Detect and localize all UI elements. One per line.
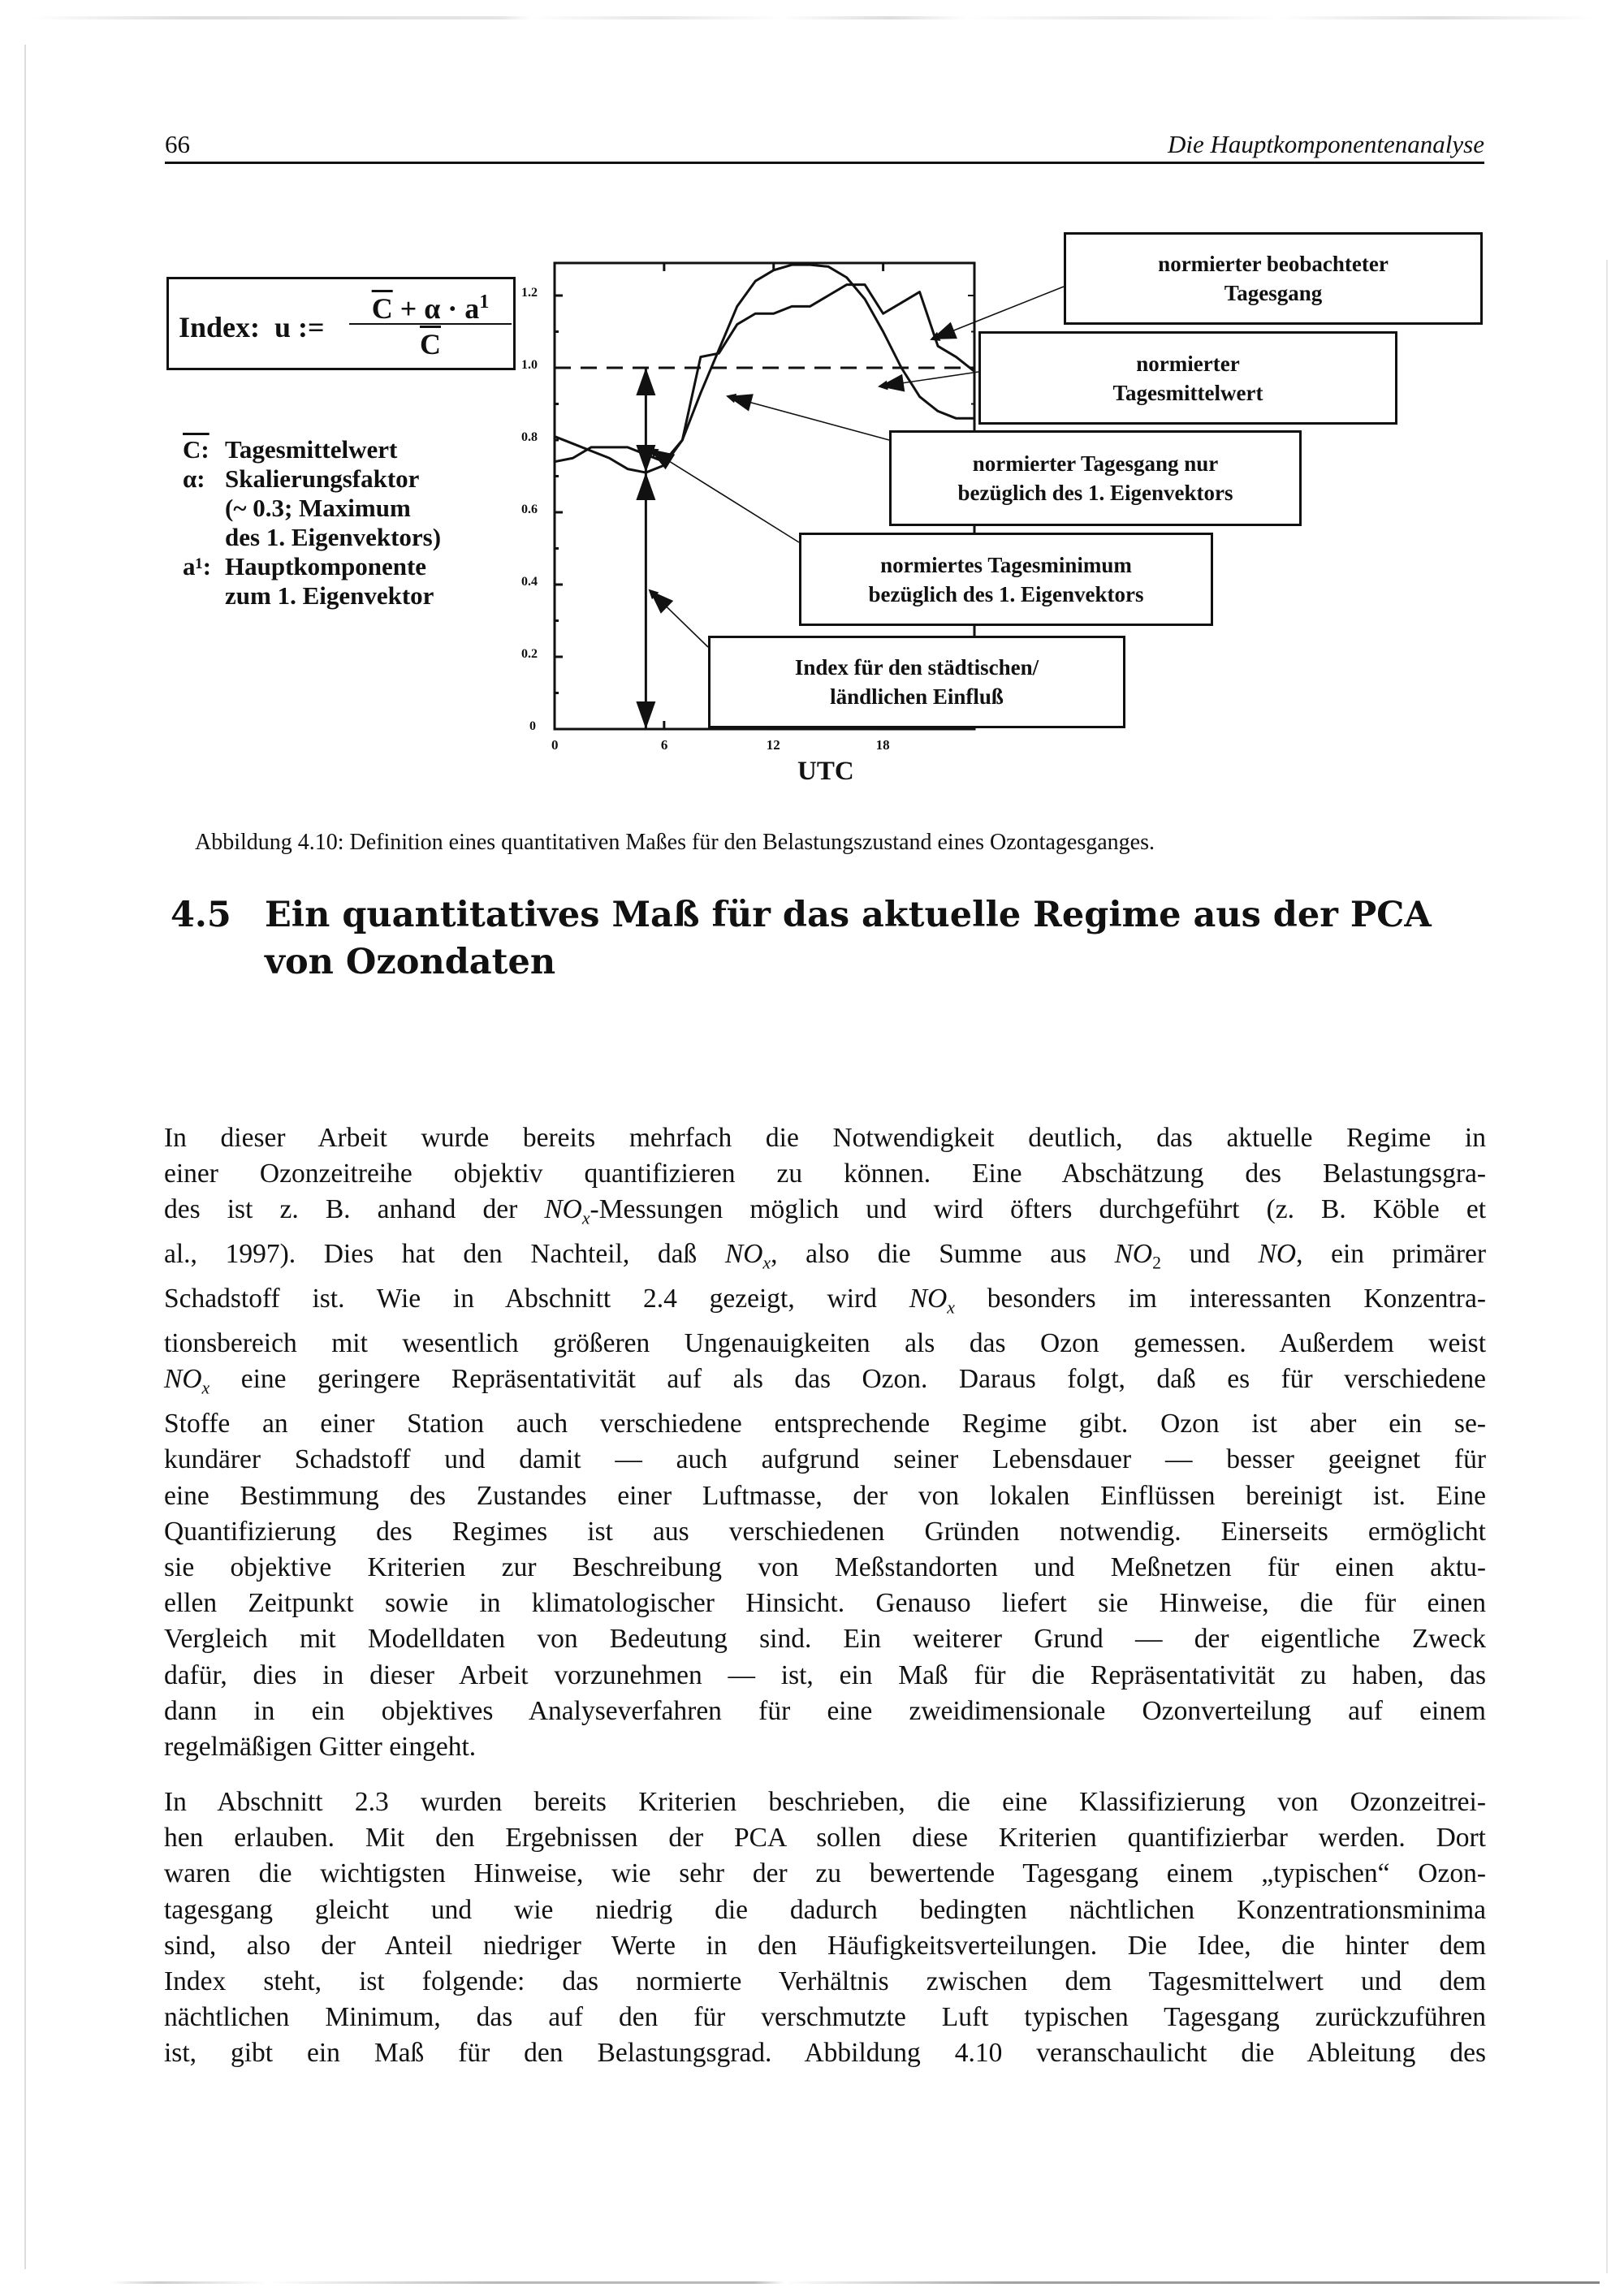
legend-text: Tagesmittelwert xyxy=(225,435,398,464)
figure-caption: Abbildung 4.10: Definition eines quantitativen Maßes für den Belastungszustand eines Ozontagesganges. xyxy=(195,830,1155,855)
callout-eigen-curve: normierter Tagesgang nur bezüglich des 1. Eigenvektors xyxy=(889,430,1302,526)
arrowhead-down-icon xyxy=(636,445,655,473)
section-number: 4.5 xyxy=(171,895,231,935)
y-tick-label: 0.4 xyxy=(521,575,538,589)
text-line: dafür, dies in dieser Arbeit vorzunehmen — ist, ein Maß für die Repräsentativität zu haben, das xyxy=(164,1659,1486,1690)
arrowhead-up-icon xyxy=(636,473,655,500)
y-tick-label: 0.6 xyxy=(521,503,538,516)
leader-eigen-curve xyxy=(728,396,889,440)
leader-arrowhead-icon xyxy=(931,322,957,339)
x-axis-label: UTC xyxy=(797,757,854,786)
x-tick-label: 12 xyxy=(766,737,780,753)
y-tick-label: 0.2 xyxy=(521,647,538,661)
text-line: eine Bestimmung des Zustandes einer Luftmasse, der von lokalen Einflüssen bereinigt ist. Eine xyxy=(164,1480,1486,1511)
text-line: nächtlichen Minimum, das auf den für verschmutzte Luft typischen Tagesgang zurückzuführen xyxy=(164,2002,1486,2033)
text-line: einer Ozonzeitreihe objektiv quantifizieren zu können. Eine Abschätzung des Belastungsgra- xyxy=(164,1159,1486,1189)
text-line: Stoffe an einer Station auch verschiedene entsprechende Regime gibt. Ozon ist aber ein se- xyxy=(164,1409,1486,1439)
arrowhead-down-icon xyxy=(636,701,655,729)
text-line: tionsbereich mit wesentlich größeren Ungenauigkeiten als das Ozon gemessen. Außerdem weist xyxy=(164,1328,1486,1359)
legend-text: (~ 0.3; Maximum xyxy=(225,494,411,522)
page-number: 66 xyxy=(165,130,190,158)
text-line: tagesgang gleicht und wie niedrig die dadurch bedingten nächtlichen Konzentrationsminima xyxy=(164,1894,1486,1925)
text-line: dann in ein objektives Analyseverfahren für eine zweidimensionale Ozonverteilung auf einem xyxy=(164,1695,1486,1726)
running-title: Die Hauptkomponentenanalyse xyxy=(1168,130,1484,158)
legend-text: des 1. Eigenvektors) xyxy=(225,523,442,551)
callout-mean: normierter Tagesmittelwert xyxy=(978,331,1397,425)
leader-minimum xyxy=(650,449,799,542)
text-line: hen erlauben. Mit den Ergebnissen der PCA sollen diese Kriterien quantifizierbar werden. Dort xyxy=(164,1823,1486,1854)
formula-label: Index: xyxy=(179,311,261,343)
text-line: kundärer Schadstoff und damit — auch aufgrund seiner Lebensdauer — besser geeignet für xyxy=(164,1444,1486,1475)
legend-text: zum 1. Eigenvektor xyxy=(225,581,434,610)
y-tick-label: 1.0 xyxy=(521,358,538,372)
x-tick-label: 18 xyxy=(875,737,890,753)
paragraph-2 xyxy=(164,1785,1486,2072)
leader-arrowhead-icon xyxy=(879,374,905,392)
legend-symbol: a¹: xyxy=(183,552,212,580)
formula-variable: u := xyxy=(274,311,325,343)
text-line: Schadstoff ist. Wie in Abschnitt 2.4 gezeigt, wird $NO_x$ besonders im interessanten Konzentra- xyxy=(164,1284,1486,1318)
text-line: sind, also der Anteil niedriger Werte in den Häufigkeitsverteilungen. Die Idee, die hinter dem xyxy=(164,1930,1486,1961)
text-line: Quantifizierung des Regimes ist aus verschiedenen Gründen notwendig. Einerseits ermöglicht xyxy=(164,1516,1486,1547)
x-tick-label: 0 xyxy=(551,737,559,753)
text-line: sie objektive Kriterien zur Beschreibung von Meßstandorten und Meßnetzen für einen aktu- xyxy=(164,1552,1486,1582)
text-line: ist, gibt ein Maß für den Belastungsgrad. Abbildung 4.10 veranschaulicht die Ableitung des xyxy=(164,2038,1486,2069)
text-line: des ist z. B. anhand der $NO_x$-Messungen möglich und wird öfters durchgeführt (z. B. Köble et xyxy=(164,1194,1486,1229)
legend-text: Hauptkomponente xyxy=(225,552,427,580)
text-line: ellen Zeitpunkt sowie in klimatologischer Hinsicht. Genauso liefert sie Hinweise, die für einen xyxy=(164,1588,1486,1619)
arrowhead-up-icon xyxy=(636,368,655,395)
text-line: In Abschnitt 2.3 wurden bereits Kriterien beschrieben, die eine Klassifizierung von Ozonzeitrei- xyxy=(164,1787,1486,1817)
text-line: waren die wichtigsten Hinweise, wie sehr der zu bewertende Tagesgang einem „typischen“ Ozon- xyxy=(164,1858,1486,1889)
legend-symbol: C: xyxy=(183,435,209,464)
y-tick-label: 0.8 xyxy=(521,430,538,444)
legend-text: Skalierungsfaktor xyxy=(225,464,420,493)
text-line: Index steht, ist folgende: das normierte Verhältnis zwischen dem Tagesmittelwert und dem xyxy=(164,1966,1486,1997)
formula-denominator: C xyxy=(420,328,441,360)
callout-index: Index für den städtischen/ ländlichen Einfluß xyxy=(708,636,1125,728)
paragraph-1 xyxy=(164,1120,1486,1765)
text-line: regelmäßigen Gitter eingeht. xyxy=(164,1732,477,1762)
y-tick-label: 1.2 xyxy=(521,286,538,300)
figure-4-10 xyxy=(0,0,1624,812)
y-tick-label: 0 xyxy=(529,719,536,733)
text-line: $NO_x$ eine geringere Repräsentativität auf als das Ozon. Daraus folgt, daß es für verschiedene xyxy=(164,1364,1486,1398)
callout-minimum: normiertes Tagesminimum bezüglich des 1. Eigenvektors xyxy=(799,533,1213,626)
legend-symbol: α: xyxy=(183,464,205,493)
leader-arrowhead-icon xyxy=(728,394,754,411)
text-line: al., 1997). Dies hat den Nachteil, daß $NO_x$, also die Summe aus $NO_2$ und NO, ein primärer xyxy=(164,1239,1486,1273)
x-tick-label: 6 xyxy=(660,737,668,753)
section-title: Ein quantitatives Maß für das aktuelle Regime aus der PCA von Ozondaten xyxy=(265,895,1432,982)
scan-artifact-bottom xyxy=(32,2281,1600,2284)
text-line: Vergleich mit Modelldaten von Bedeutung sind. Ein weiterer Grund — der eigentliche Zweck xyxy=(164,1624,1486,1655)
callout-observed: normierter beobachteter Tagesgang xyxy=(1064,232,1483,325)
formula-numerator: $\overline{C} + \alpha \cdot a^1$ xyxy=(371,291,490,325)
text-line: In dieser Arbeit wurde bereits mehrfach die Notwendigkeit deutlich, das aktuelle Regime in xyxy=(164,1123,1486,1153)
